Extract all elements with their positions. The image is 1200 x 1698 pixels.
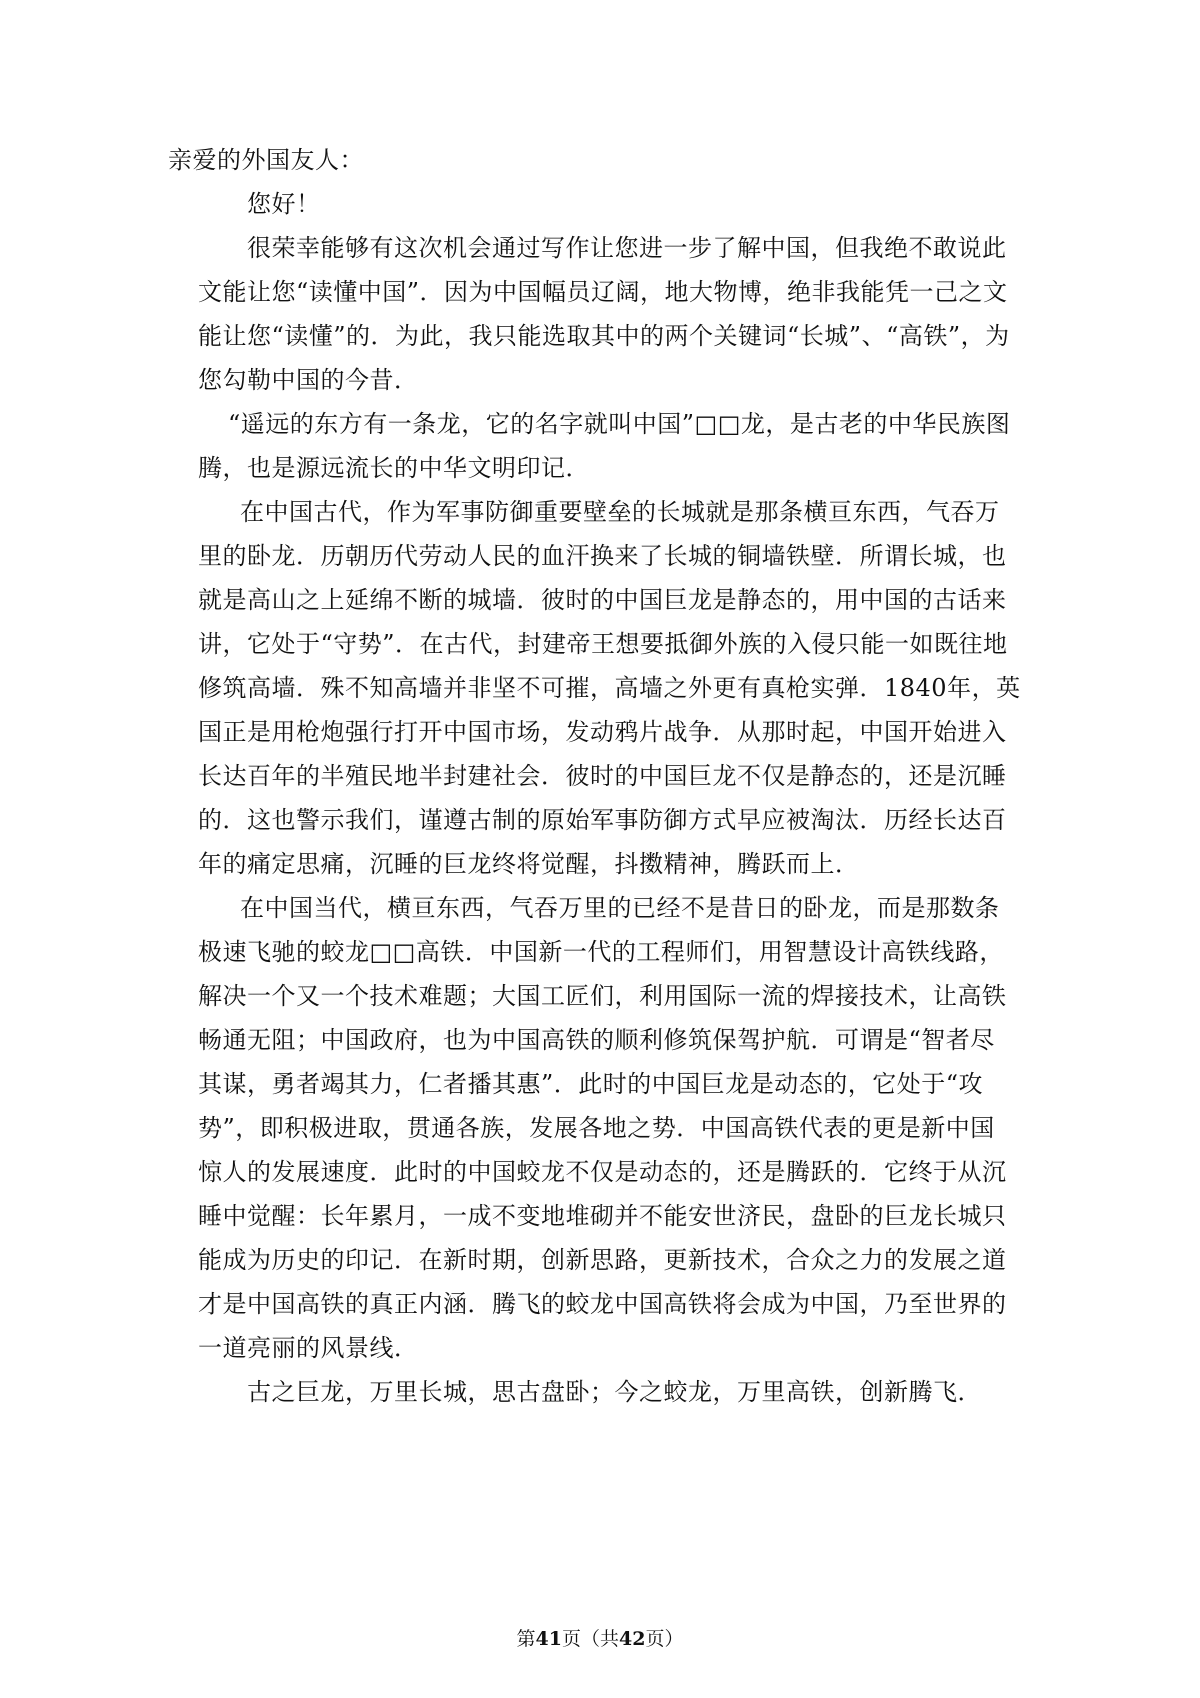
body-line: 在中国当代，横亘东西，气吞万里的已经不是昔日的卧龙，而是那数条	[240, 894, 1000, 922]
body-line: 在中国古代，作为军事防御重要壁垒的长城就是那条横亘东西，气吞万	[240, 498, 1000, 526]
body-line: 解决一个又一个技术难题；大国工匠们，利用国际一流的焊接技术，让高铁	[198, 982, 1007, 1010]
salutation: 亲爱的外国友人：	[168, 146, 364, 174]
body-line: 才是中国高铁的真正内涵．腾飞的蛟龙中国高铁将会成为中国，乃至世界的	[198, 1290, 1007, 1318]
body-line: 讲，它处于“守势”．在古代，封建帝王想要抵御外族的入侵只能一如既往地	[198, 630, 1008, 658]
body-line: 能成为历史的印记．在新时期，创新思路，更新技术，合众之力的发展之道	[198, 1246, 1007, 1274]
body-line: 一道亮丽的风景线．	[198, 1334, 419, 1362]
body-line: 睡中觉醒：长年累月，一成不变地堆砌并不能安世济民，盘卧的巨龙长城只	[198, 1202, 1007, 1230]
body-line: 您勾勒中国的今昔．	[198, 366, 419, 394]
greeting: 您好！	[247, 190, 321, 218]
body-line: “遥远的东方有一条龙，它的名字就叫中国”□□龙，是古老的中华民族图	[228, 410, 1011, 438]
body-line: 的．这也警示我们，谨遵古制的原始军事防御方式早应被淘汰．历经长达百	[198, 806, 1007, 834]
page-number-footer	[0, 1627, 1200, 1651]
body-line: 国正是用枪炮强行打开中国市场，发动鸦片战争．从那时起，中国开始进入	[198, 718, 1007, 746]
total-pages-number: 42	[619, 1628, 646, 1650]
body-line: 长达百年的半殖民地半封建社会．彼时的中国巨龙不仅是静态的，还是沉睡	[198, 762, 1007, 790]
body-line: 能让您“读懂”的．为此，我只能选取其中的两个关键词“长城”、“高铁”，为	[198, 322, 1010, 350]
body-line: 文能让您“读懂中国”．因为中国幅员辽阔，地大物博，绝非我能凭一己之文	[198, 278, 1008, 306]
body-line: 惊人的发展速度．此时的中国蛟龙不仅是动态的，还是腾跃的．它终于从沉	[198, 1158, 1007, 1186]
body-line: 修筑高墙．殊不知高墙并非坚不可摧，高墙之外更有真枪实弹．1840年，英	[198, 674, 1021, 702]
closing-line: 古之巨龙，万里长城，思古盘卧；今之蛟龙，万里高铁，创新腾飞．	[247, 1378, 982, 1406]
current-page-number: 41	[535, 1628, 562, 1650]
body-line: 势”，即积极进取，贯通各族，发展各地之势．中国高铁代表的更是新中国	[198, 1114, 995, 1142]
footer-suffix: 页）	[645, 1628, 684, 1650]
body-line: 腾，也是源远流长的中华文明印记．	[198, 454, 590, 482]
body-line: 其谋，勇者竭其力，仁者播其惠”．此时的中国巨龙是动态的，它处于“攻	[198, 1070, 984, 1098]
body-line: 就是高山之上延绵不断的城墙．彼时的中国巨龙是静态的，用中国的古话来	[198, 586, 1007, 614]
footer-prefix: 第	[516, 1628, 536, 1650]
footer-middle: 页（共	[561, 1628, 619, 1650]
body-line: 畅通无阻；中国政府，也为中国高铁的顺利修筑保驾护航．可谓是“智者尽	[198, 1026, 995, 1054]
body-line: 年的痛定思痛，沉睡的巨龙终将觉醒，抖擞精神，腾跃而上．	[198, 850, 860, 878]
body-line: 极速飞驰的蛟龙□□高铁．中国新一代的工程师们，用智慧设计高铁线路，	[198, 938, 1004, 966]
body-line: 里的卧龙．历朝历代劳动人民的血汗换来了长城的铜墙铁壁．所谓长城，也	[198, 542, 1007, 570]
body-line: 很荣幸能够有这次机会通过写作让您进一步了解中国，但我绝不敢说此	[247, 234, 1007, 262]
